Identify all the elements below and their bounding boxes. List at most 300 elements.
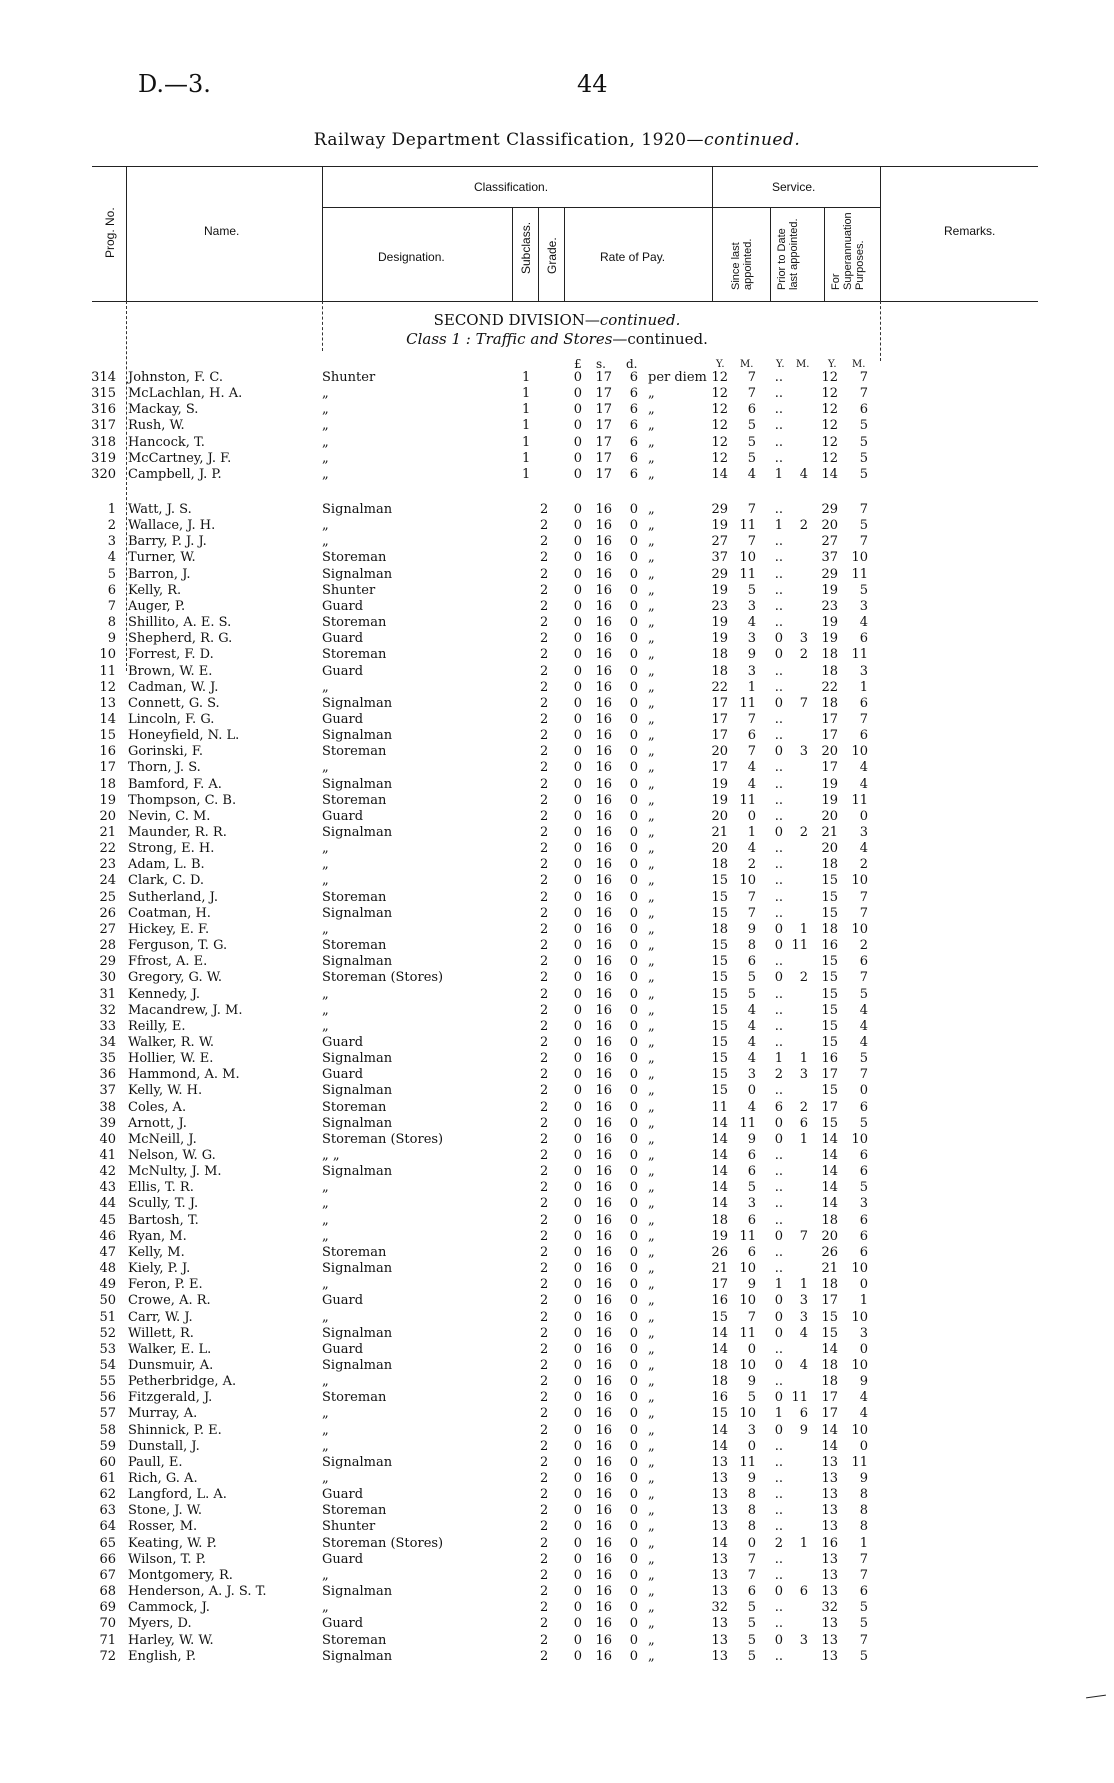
pay-pence: 0 [629,1067,638,1083]
pay-pence: 0 [629,792,638,808]
since-months: 3 [747,1422,756,1438]
pay-pence: 0 [629,1131,638,1147]
super-years: 16 [821,1051,838,1067]
grade: 2 [540,873,549,889]
super-months: 5 [859,1648,868,1664]
employee-name: Rosser, M. [128,1519,198,1535]
designation: Storeman (Stores) [322,1535,444,1551]
since-years: 22 [711,679,728,695]
prior-years: .. [774,679,783,695]
grade: 2 [540,1341,549,1357]
employee-name: Shepherd, R. G. [128,631,233,647]
pay-shillings: 16 [595,582,612,598]
pay-pence: 0 [629,1115,638,1131]
employee-name: Kelly, M. [128,1244,185,1260]
grade: 2 [540,921,549,937]
since-years: 14 [711,1196,728,1212]
since-months: 4 [747,1051,756,1067]
pay-pounds: 0 [573,711,582,727]
prog-no: 314 [91,370,116,385]
pay-pounds: 0 [573,1293,582,1309]
table-row [0,1310,1114,1326]
designation: „ [322,1018,329,1034]
employee-name: Turner, W. [128,550,196,566]
pay-pounds: 0 [573,1261,582,1277]
grade: 2 [540,566,549,582]
prog-no: 40 [99,1131,116,1147]
pay-pounds: 0 [573,1454,582,1470]
super-months: 6 [859,631,868,647]
prior-months: 11 [791,938,808,954]
table-row [0,502,1114,518]
super-years: 15 [821,889,838,905]
prior-years: .. [774,1503,783,1519]
grade: 2 [540,1148,549,1163]
super-years: 13 [821,1519,838,1535]
since-years: 13 [711,1454,728,1470]
since-months: 6 [747,954,756,970]
pay-pence: 0 [629,1148,638,1163]
table-row [0,970,1114,986]
since-months: 7 [747,905,756,921]
pay-pounds: 0 [573,1374,582,1390]
prior-years: .. [774,1018,783,1034]
super-years: 18 [821,647,838,663]
grade: 2 [540,663,549,679]
prog-no: 63 [99,1503,116,1519]
grade: 2 [540,615,549,631]
super-months: 7 [859,386,868,402]
prog-no: 52 [99,1325,116,1341]
prog-no: 318 [91,434,116,450]
pay-pounds: 0 [573,905,582,921]
employee-name: Wallace, J. H. [128,518,216,534]
pay-shillings: 16 [595,518,612,534]
prior-months: 1 [799,1131,808,1147]
pay-shillings: 16 [595,1164,612,1180]
prog-no: 43 [99,1180,116,1196]
table-row [0,435,1114,451]
grade: 2 [540,1325,549,1341]
since-months: 7 [747,1309,756,1325]
super-years: 15 [821,1034,838,1050]
pay-pounds: 0 [573,502,582,517]
since-years: 11 [711,1099,728,1115]
grade: 2 [540,1196,549,1212]
table-row [0,1503,1114,1519]
super-years: 15 [821,1309,838,1325]
table-row [0,1180,1114,1196]
pay-period: „ [648,534,655,550]
pay-shillings: 16 [595,1002,612,1018]
pay-period: „ [648,1309,655,1325]
prior-months: 4 [799,1325,808,1341]
pay-period: „ [648,760,655,776]
designation: Storeman [322,550,387,566]
grade: 2 [540,1390,549,1406]
since-months: 7 [747,386,756,402]
pay-pounds: 0 [573,1632,582,1648]
since-months: 3 [747,631,756,647]
prior-years: .. [774,1034,783,1050]
prior-years: 1 [774,466,783,482]
pay-pounds: 0 [573,841,582,857]
pay-pounds: 0 [573,1244,582,1260]
pay-pounds: 0 [573,1584,582,1600]
pay-pounds: 0 [573,1648,582,1664]
prior-months: 2 [799,970,808,986]
table-row [0,1067,1114,1083]
pay-pounds: 0 [573,1002,582,1018]
pay-shillings: 16 [595,760,612,776]
table-row [0,1455,1114,1471]
employee-name: Watt, J. S. [128,502,192,517]
super-years: 13 [821,1487,838,1503]
grade: 2 [540,598,549,614]
pay-period: „ [648,695,655,711]
since-months: 11 [739,1454,756,1470]
employee-name: Ffrost, A. E. [128,954,208,970]
since-months: 6 [747,1148,756,1163]
super-years: 20 [821,744,838,760]
since-months: 7 [747,744,756,760]
prog-no: 319 [91,450,116,466]
prior-years: 0 [774,1325,783,1341]
pay-shillings: 16 [595,502,612,517]
super-years: 19 [821,631,838,647]
prior-years: .. [774,1487,783,1503]
grade: 2 [540,1567,549,1583]
super-months: 1 [859,1535,868,1551]
pay-period: „ [648,808,655,824]
grade: 2 [540,1422,549,1438]
pay-shillings: 16 [595,808,612,824]
employee-name: Kelly, W. H. [128,1083,203,1099]
prior-years: 0 [774,1357,783,1373]
pay-shillings: 17 [595,418,612,434]
designation: Guard [322,808,364,824]
pay-pounds: 0 [573,1519,582,1535]
since-years: 15 [711,938,728,954]
since-years: 13 [711,1471,728,1486]
pay-period: „ [648,921,655,937]
since-months: 11 [739,792,756,808]
table-row [0,386,1114,402]
super-months: 11 [851,1454,868,1470]
employee-name: Thompson, C. B. [128,792,237,808]
pay-period: „ [648,1196,655,1212]
since-years: 19 [711,582,728,598]
pay-period: „ [648,502,655,517]
grade: 2 [540,1487,549,1503]
pay-pence: 0 [629,582,638,598]
designation: „ [322,1228,329,1244]
employee-name: Thorn, J. S. [128,760,201,776]
prior-years: .. [774,986,783,1002]
pay-pounds: 0 [573,631,582,647]
since-months: 0 [747,1341,756,1357]
pay-pence: 6 [629,386,638,402]
pay-period: per diem [648,370,707,385]
pay-period: „ [648,466,655,482]
table-row [0,987,1114,1003]
pay-shillings: 16 [595,841,612,857]
pay-pounds: 0 [573,1357,582,1373]
since-months: 3 [747,598,756,614]
pay-shillings: 16 [595,1487,612,1503]
prior-years: 0 [774,1584,783,1600]
prog-no: 44 [99,1196,116,1212]
designation: Storeman [322,647,387,663]
pay-shillings: 16 [595,1212,612,1228]
pay-shillings: 16 [595,598,612,614]
since-years: 13 [711,1584,728,1600]
pay-pounds: 0 [573,1212,582,1228]
pay-pence: 0 [629,1503,638,1519]
since-years: 14 [711,1131,728,1147]
prior-years: 2 [774,1067,783,1083]
since-years: 18 [711,921,728,937]
since-months: 4 [747,760,756,776]
employee-name: Honeyfield, N. L. [128,728,240,744]
pay-pence: 0 [629,1454,638,1470]
since-years: 26 [711,1244,728,1260]
since-years: 29 [711,502,728,517]
pay-pounds: 0 [573,744,582,760]
prior-years: .. [774,663,783,679]
since-years: 14 [711,1438,728,1454]
prior-years: .. [774,1519,783,1535]
prior-years: .. [774,792,783,808]
table-row [0,1213,1114,1229]
since-months: 8 [747,1487,756,1503]
prior-months: 6 [799,1406,808,1422]
pay-pence: 0 [629,566,638,582]
pay-pence: 0 [629,1228,638,1244]
col-prog-no: Prog. No. [103,207,117,258]
pay-pounds: 0 [573,1131,582,1147]
prior-years: .. [774,402,783,418]
since-years: 15 [711,1018,728,1034]
since-years: 18 [711,1374,728,1390]
super-years: 14 [821,1131,838,1147]
designation: „ [322,534,329,550]
prior-years: 0 [774,647,783,663]
employee-name: Ryan, M. [128,1228,187,1244]
table-row [0,1164,1114,1180]
super-years: 18 [821,1374,838,1390]
super-years: 17 [821,1099,838,1115]
employee-name: Stone, J. W. [128,1503,202,1519]
since-years: 29 [711,566,728,582]
employee-name: Coles, A. [128,1099,187,1115]
since-years: 20 [711,744,728,760]
prog-no: 14 [99,711,116,727]
grade: 2 [540,857,549,873]
employee-name: Forrest, F. D. [128,647,214,663]
super-months: 5 [859,1051,868,1067]
designation: „ [322,518,329,534]
prior-months: 4 [799,466,808,482]
employee-name: Hickey, E. F. [128,921,210,937]
pay-pounds: 0 [573,550,582,566]
super-years: 15 [821,1018,838,1034]
pay-pence: 0 [629,1164,638,1180]
pay-pounds: 0 [573,1616,582,1632]
employee-name: Shinnick, P. E. [128,1422,222,1438]
pay-period: „ [648,841,655,857]
class-prefix: Class 1 : [406,330,476,348]
super-years: 16 [821,1535,838,1551]
super-months: 5 [859,518,868,534]
prior-years: .. [774,905,783,921]
since-years: 14 [711,1535,728,1551]
pay-pounds: 0 [573,1471,582,1486]
table-row [0,1196,1114,1212]
prog-no: 55 [99,1374,116,1390]
prior-years: 1 [774,1277,783,1293]
super-months: 4 [859,841,868,857]
table-row [0,647,1114,663]
pay-pence: 0 [629,889,638,905]
table-row [0,1406,1114,1422]
since-years: 14 [711,1164,728,1180]
since-years: 13 [711,1616,728,1632]
prior-months: 1 [799,1277,808,1293]
designation: Signalman [322,776,393,792]
since-years: 15 [711,889,728,905]
grade: 2 [540,502,549,517]
employee-name: Gorinski, F. [128,744,204,760]
super-years: 18 [821,663,838,679]
super-months: 10 [851,1131,868,1147]
since-months: 7 [747,502,756,517]
super-years: 15 [821,873,838,889]
grade: 2 [540,776,549,792]
employee-name: Barry, P. J. J. [128,534,207,550]
designation: Guard [322,1034,364,1050]
prog-no: 38 [99,1099,116,1115]
since-years: 21 [711,1261,728,1277]
table-row [0,1439,1114,1455]
super-years: 18 [821,1212,838,1228]
pay-period: „ [648,1422,655,1438]
since-years: 14 [711,1115,728,1131]
pay-period: „ [648,1374,655,1390]
prior-years: .. [774,889,783,905]
pay-period: „ [648,450,655,466]
since-months: 5 [747,970,756,986]
pay-period: „ [648,1261,655,1277]
since-years: 15 [711,873,728,889]
grade: 2 [540,679,549,695]
pay-period: „ [648,1244,655,1260]
since-months: 4 [747,1018,756,1034]
prog-no: 32 [99,1002,116,1018]
pay-pence: 6 [629,418,638,434]
super-months: 5 [859,1180,868,1196]
employee-name: Strong, E. H. [128,841,215,857]
super-years: 20 [821,808,838,824]
prog-no: 67 [99,1567,116,1583]
pay-pounds: 0 [573,760,582,776]
since-months: 4 [747,1099,756,1115]
super-years: 19 [821,792,838,808]
table-row [0,857,1114,873]
since-years: 13 [711,1551,728,1567]
pay-shillings: 16 [595,825,612,840]
pay-shillings: 16 [595,1567,612,1583]
pay-shillings: 16 [595,857,612,873]
designation: „ [322,450,329,466]
since-months: 7 [747,1551,756,1567]
grade: 2 [540,760,549,776]
pay-period: „ [648,905,655,921]
super-months: 6 [859,954,868,970]
pay-pence: 0 [629,841,638,857]
table-row [0,567,1114,583]
table-row [0,1633,1114,1649]
pay-shillings: 16 [595,1600,612,1616]
super-months: 3 [859,598,868,614]
prior-months: 2 [799,825,808,840]
since-months: 10 [739,873,756,889]
designation: „ [322,873,329,889]
unit-shillings: s. [596,357,606,371]
pay-pence: 0 [629,1002,638,1018]
since-months: 8 [747,1519,756,1535]
since-years: 15 [711,905,728,921]
super-months: 7 [859,370,868,385]
pay-pounds: 0 [573,1503,582,1519]
prior-years: .. [774,1648,783,1664]
since-months: 9 [747,921,756,937]
pay-period: „ [648,1228,655,1244]
grade: 2 [540,1067,549,1083]
pay-pounds: 0 [573,1567,582,1583]
since-months: 5 [747,1390,756,1406]
super-months: 4 [859,1406,868,1422]
pay-pence: 0 [629,760,638,776]
super-years: 26 [821,1244,838,1260]
since-months: 5 [747,1648,756,1664]
designation: Guard [322,1293,364,1309]
prior-months: 4 [799,1357,808,1373]
since-months: 11 [739,695,756,711]
since-months: 11 [739,1325,756,1341]
prog-no: 69 [99,1600,116,1616]
pay-period: „ [648,1390,655,1406]
grade: 2 [540,534,549,550]
designation: Guard [322,663,364,679]
pay-pounds: 0 [573,792,582,808]
grade: 2 [540,1454,549,1470]
pay-period: „ [648,1293,655,1309]
super-years: 13 [821,1567,838,1583]
pay-period: „ [648,1551,655,1567]
super-months: 4 [859,760,868,776]
pay-shillings: 16 [595,1422,612,1438]
pay-pence: 0 [629,550,638,566]
pay-shillings: 16 [595,1309,612,1325]
prog-no: 72 [99,1648,116,1664]
since-years: 13 [711,1567,728,1583]
pay-pounds: 0 [573,534,582,550]
super-years: 21 [821,825,838,840]
employee-name: Rich, G. A. [128,1471,198,1486]
pay-pounds: 0 [573,857,582,873]
super-months: 9 [859,1471,868,1486]
